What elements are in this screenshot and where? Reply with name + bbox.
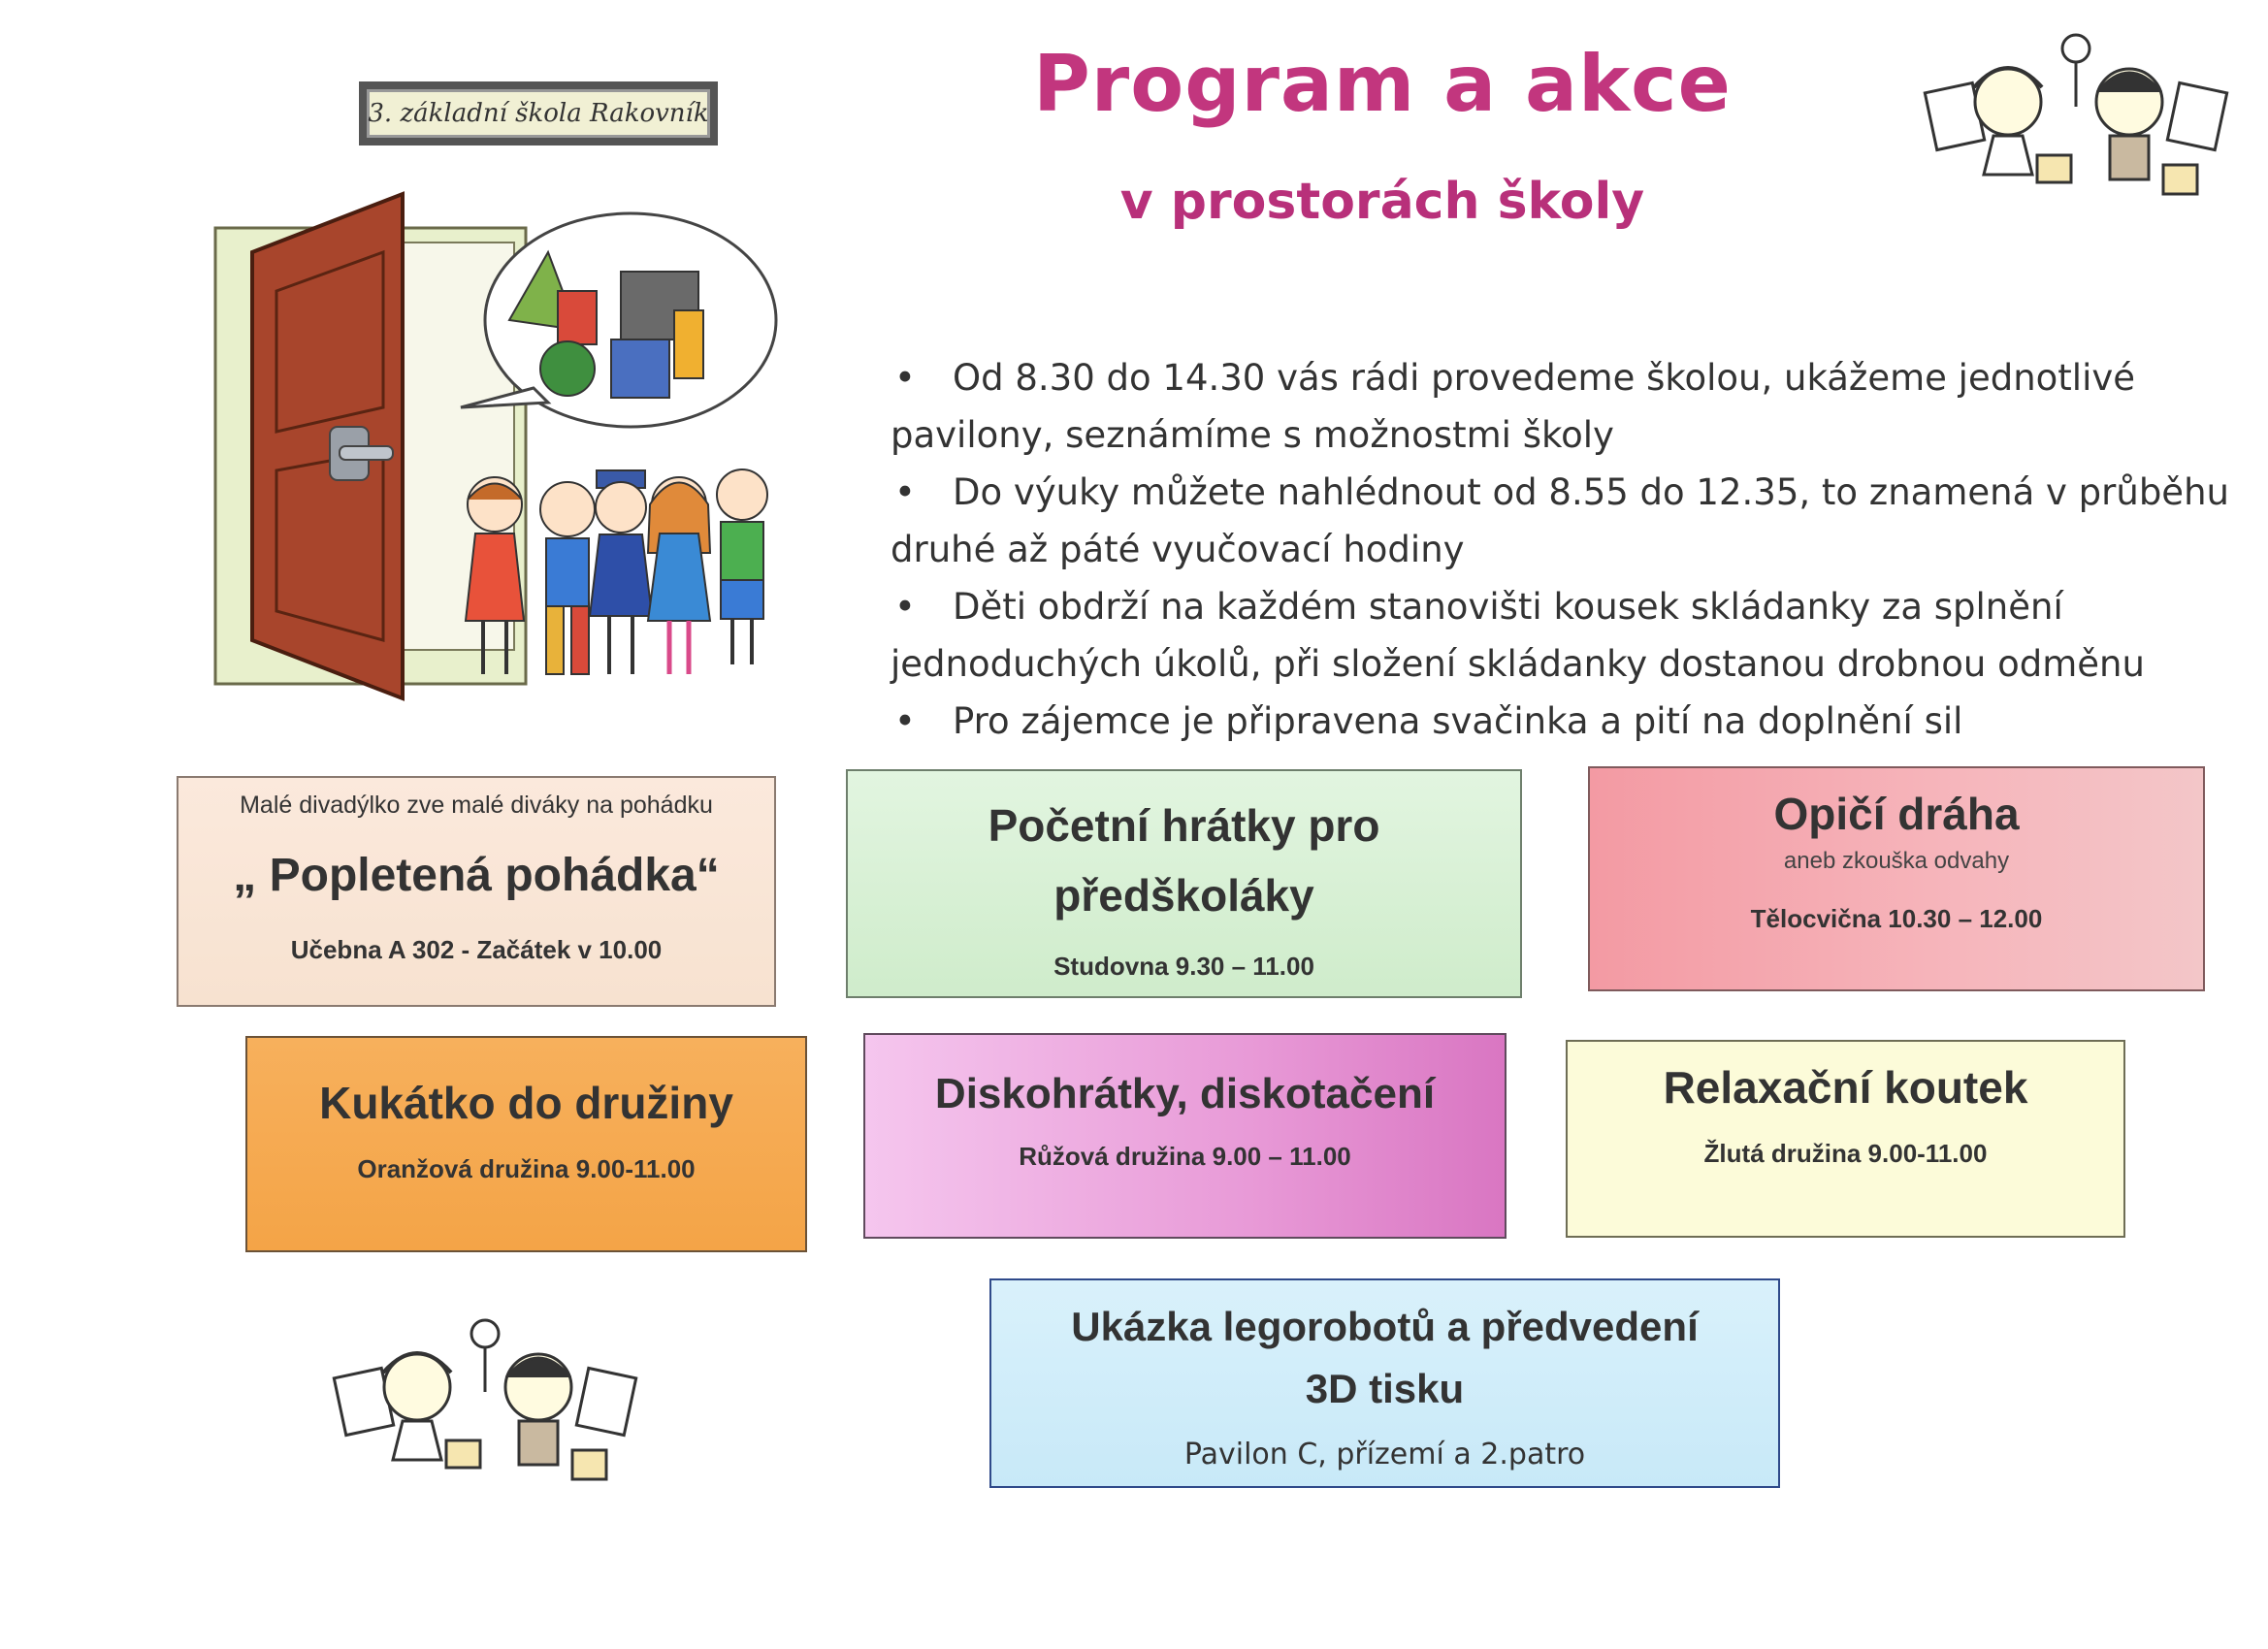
- event-box-lego: [989, 1278, 1780, 1488]
- event-title: Kukátko do družiny: [319, 1078, 733, 1128]
- event-box-kukatko: [245, 1036, 807, 1252]
- event-location-time: Tělocvična 10.30 – 12.00: [1750, 904, 2043, 933]
- school-sign-label: 3. základní škola Rakovník: [368, 99, 709, 128]
- bullet-icon: •: [894, 471, 916, 513]
- list-item: • Od 8.30 do 14.30 vás rádi provedeme školou, ukážeme jednotlivé pavilony, seznámíme s možnostmi školy: [891, 349, 2249, 464]
- kids-with-papers-icon: [325, 1314, 645, 1508]
- event-location-time: Studovna 9.30 – 11.00: [1053, 952, 1314, 981]
- school-sign: [359, 81, 718, 146]
- list-item: • Pro zájemce je připravena svačinka a pití na doplnění sil: [891, 693, 2249, 750]
- event-box-pohadka: [177, 776, 776, 1007]
- event-box-opici: [1588, 766, 2205, 991]
- bullet-icon: •: [894, 357, 916, 399]
- event-title: Ukázka legorobotů a předvedení 3D tisku: [1071, 1304, 1699, 1411]
- event-title: Diskohrátky, diskotačení: [934, 1070, 1436, 1117]
- event-box-relax: [1566, 1040, 2125, 1238]
- event-location-time: Růžová družina 9.00 – 11.00: [1019, 1142, 1351, 1171]
- event-title: Relaxační koutek: [1663, 1062, 2028, 1113]
- event-intro: Malé divadýlko zve malé diváky na pohádku: [240, 792, 713, 819]
- event-location-time: Oranžová družina 9.00-11.00: [357, 1154, 696, 1183]
- event-location-time: Pavilon C, přízemí a 2.patro: [1183, 1438, 1586, 1471]
- page-title: Program a akce: [1033, 39, 1732, 129]
- kids-with-papers-icon: [1921, 29, 2231, 223]
- event-title: „ Popletená pohádka“: [233, 850, 720, 901]
- event-subtitle: aneb zkouška odvahy: [1783, 848, 2010, 874]
- bullet-icon: •: [894, 586, 916, 628]
- event-title: Opičí dráha: [1773, 789, 2020, 839]
- list-item: • Do výuky můžete nahlédnout od 8.55 do 12.35, to znamená v průběhu druhé až páté vyučovací hodiny: [891, 464, 2249, 578]
- bullet-icon: •: [894, 700, 916, 742]
- page-subtitle: v prostorách školy: [1119, 173, 1645, 231]
- event-box-pocetni: [846, 769, 1522, 998]
- info-list: [891, 349, 2249, 750]
- list-item: • Děti obdrží na každém stanovišti kousek skládanky za splnění jednoduchých úkolů, při složení skládanky dostanou drobnou odměnu: [891, 578, 2249, 693]
- event-location-time: Žlutá družina 9.00-11.00: [1703, 1139, 1988, 1168]
- event-box-disko: [863, 1033, 1507, 1239]
- door-illustration: [204, 184, 805, 708]
- event-title: Početní hrátky pro předškoláky: [988, 800, 1380, 921]
- event-location-time: Učebna A 302 - Začátek v 10.00: [290, 935, 663, 964]
